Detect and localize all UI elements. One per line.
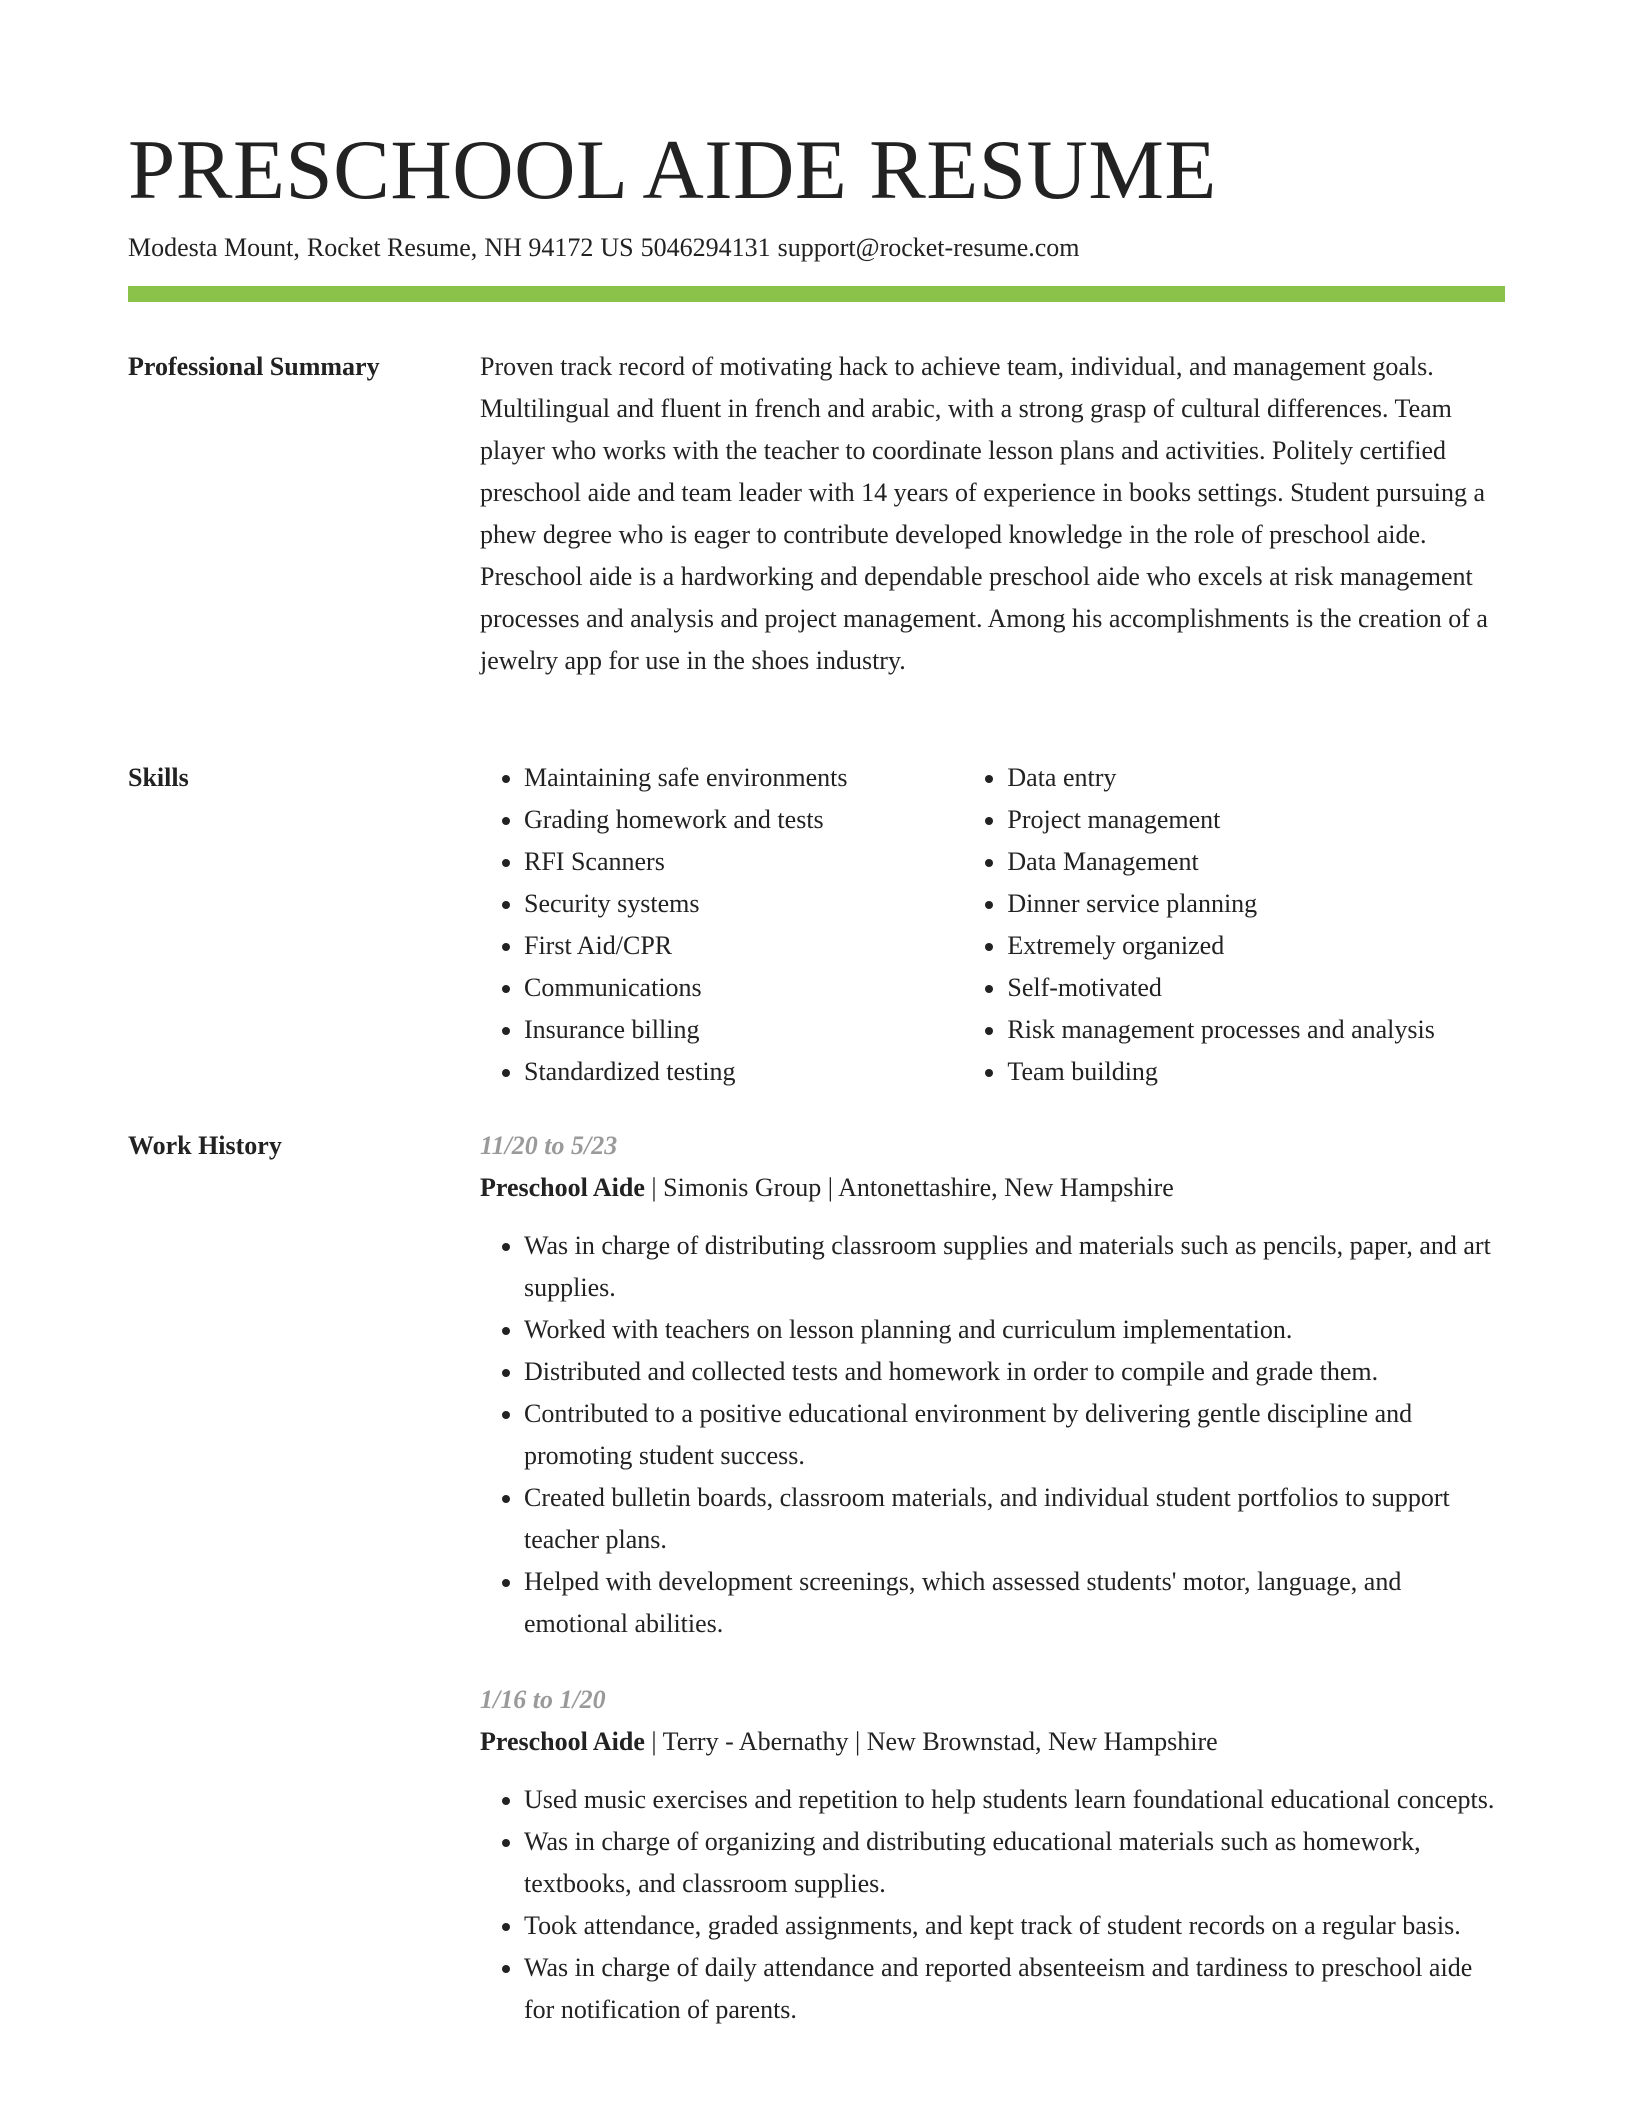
contact-line xyxy=(128,230,1080,266)
job-duty-item: • Contributed to a positive educational environment by delivering gentle discipline and promoting student success. xyxy=(524,1393,1505,1477)
skill-item: • Extremely organized xyxy=(1007,925,1505,967)
job-duties-list xyxy=(480,1225,1505,1645)
skill-item: • Team building xyxy=(1007,1051,1505,1093)
contact-country: US xyxy=(600,233,634,262)
work-history-heading: Work History xyxy=(128,1131,282,1160)
skill-item: • Dinner service planning xyxy=(1007,883,1505,925)
skill-item: • Project management xyxy=(1007,799,1505,841)
skill-item: • Risk management processes and analysis xyxy=(1007,1009,1505,1051)
skill-item: • First Aid/CPR xyxy=(524,925,963,967)
skill-item: • RFI Scanners xyxy=(524,841,963,883)
job-dates: 11/20 to 5/23 xyxy=(480,1131,618,1160)
contact-city: Rocket Resume, xyxy=(306,233,478,262)
job-duty-item: • Was in charge of distributing classroom supplies and materials such as pencils, paper, and art supplies. xyxy=(524,1225,1505,1309)
job-duty-item: • Took attendance, graded assignments, and kept track of student records on a regular basis. xyxy=(524,1905,1505,1947)
job-employer-location: | Terry - Abernathy | New Brownstad, New Hampshire xyxy=(644,1727,1218,1756)
job-role: Preschool Aide xyxy=(480,1727,645,1756)
job-duty-item: • Helped with development screenings, which assessed students' motor, language, and emotional abilities. xyxy=(524,1561,1505,1645)
job-role: Preschool Aide xyxy=(480,1173,645,1202)
job-title-line xyxy=(480,1167,1505,1209)
job-entry xyxy=(480,1679,1505,2031)
job-duty-item: • Used music exercises and repetition to help students learn foundational educational concepts. xyxy=(524,1779,1505,1821)
skill-item: • Communications xyxy=(524,967,963,1009)
summary-body xyxy=(480,346,1505,682)
contact-state-zip: NH 94172 xyxy=(484,233,594,262)
skill-item: • Data Management xyxy=(1007,841,1505,883)
skill-item: • Standardized testing xyxy=(524,1051,963,1093)
work-history-body xyxy=(480,1125,1505,2031)
skill-item: • Self-motivated xyxy=(1007,967,1505,1009)
job-duty-item: • Created bulletin boards, classroom materials, and individual student portfolios to support teacher plans. xyxy=(524,1477,1505,1561)
summary-heading: Professional Summary xyxy=(128,352,380,381)
skills-list-right xyxy=(963,757,1505,1093)
contact-email: support@rocket-resume.com xyxy=(777,233,1080,262)
skill-item: • Grading homework and tests xyxy=(524,799,963,841)
job-employer-location: | Simonis Group | Antonettashire, New Hampshire xyxy=(644,1173,1174,1202)
skill-item: • Maintaining safe environments xyxy=(524,757,963,799)
job-duty-item: • Was in charge of organizing and distributing educational materials such as homework, textbooks, and classroom supplies. xyxy=(524,1821,1505,1905)
contact-phone: 5046294131 xyxy=(640,233,771,262)
summary-text: Proven track record of motivating hack to achieve team, individual, and management goals. Multilingual and fluent in french and arabic, with a strong grasp of cultural differences. Team player who works with the teacher to coordinate lesson plans and activities. Politely certified preschool aide and team leader with 14 years of experience in books settings. Student pursuing a phew degree who is eager to contribute developed knowledge in the role of preschool aide. Preschool aide is a hardworking and dependable preschool aide who excels at risk management processes and analysis and project management. Among his accomplishments is the creation of a jewelry app for use in the shoes industry. xyxy=(480,352,1488,675)
resume-title: PRESCHOOL AIDE RESUME xyxy=(128,123,1217,217)
skills-body xyxy=(480,757,1505,1093)
skills-heading: Skills xyxy=(128,763,189,792)
contact-name: Modesta Mount, xyxy=(128,233,300,262)
job-duty-item: • Distributed and collected tests and homework in order to compile and grade them. xyxy=(524,1351,1505,1393)
job-duties-list xyxy=(480,1779,1505,2031)
job-duty-item: • Worked with teachers on lesson planning and curriculum implementation. xyxy=(524,1309,1505,1351)
job-entry xyxy=(480,1125,1505,1645)
skills-columns xyxy=(480,757,1505,1093)
job-duty-item: • Was in charge of daily attendance and reported absenteeism and tardiness to preschool aide for notification of parents. xyxy=(524,1947,1505,2031)
skill-item: • Security systems xyxy=(524,883,963,925)
skills-list-left xyxy=(480,757,963,1093)
header-divider xyxy=(128,286,1505,302)
job-title-line xyxy=(480,1721,1505,1763)
skill-item: • Insurance billing xyxy=(524,1009,963,1051)
skill-item: • Data entry xyxy=(1007,757,1505,799)
job-dates: 1/16 to 1/20 xyxy=(480,1685,606,1714)
